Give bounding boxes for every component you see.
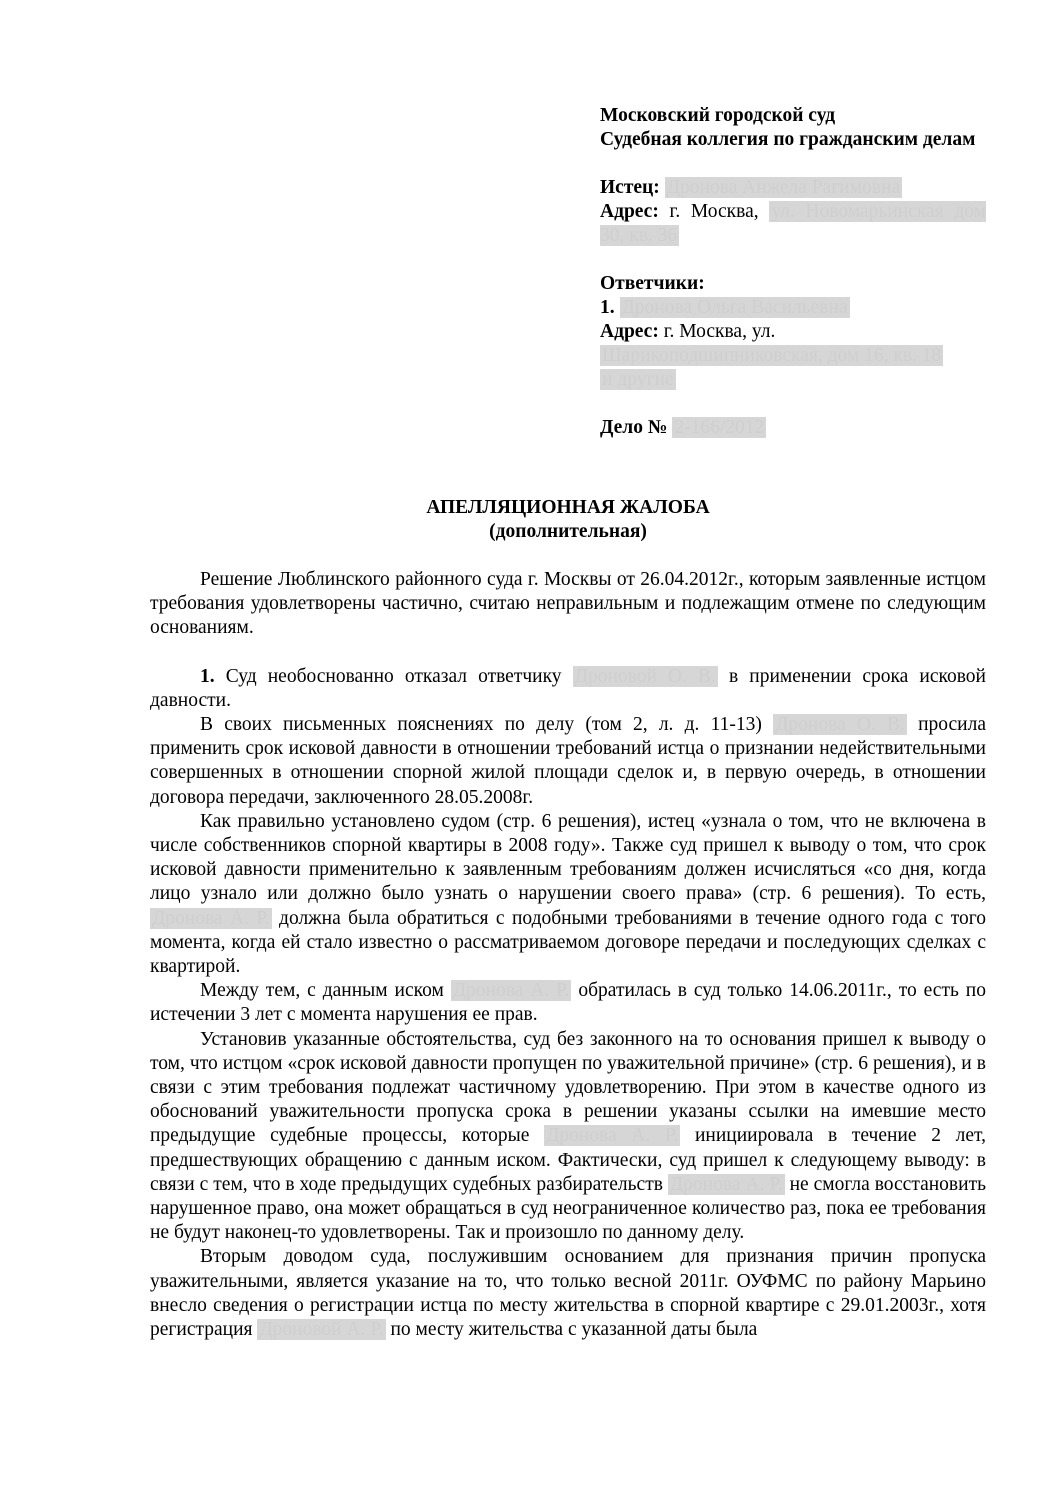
redacted-name: Дронова А. Р.	[152, 907, 270, 929]
plaintiff-label: Истец:	[600, 177, 660, 198]
defendant1-address-label: Адрес:	[600, 321, 659, 342]
paragraph-unlawful-conclusion	[150, 1028, 986, 1246]
title-main: АПЕЛЛЯЦИОННАЯ ЖАЛОБА	[426, 497, 710, 518]
defendants-block	[600, 272, 986, 392]
paragraph-text: обратилась в суд только 14.06.2011г., то есть по истечении 3 лет с момента нарушения ее прав.	[150, 980, 986, 1026]
paragraph-text: Как правильно установлено судом (стр. 6 решения), истец «узнала о том, что не включена в числе собственников спорной квартиры в 2008 году». Также суд пришел к выводу о том, что срок исковой давности применительно к заявленным требованиям должен исчисляться «со дня, когда лицо узнало или должно было узнать о нарушении своего права» (стр. 6 решения). То есть,	[150, 810, 986, 905]
point-1-number: 1.	[200, 665, 215, 687]
plaintiff-block	[600, 176, 986, 248]
paragraph-intro: Решение Люблинского районного суда г. Москвы от 26.04.2012г., которым заявленные истцом требования удовлетворены частично, считаю неправильным и подлежащим отмене по следующим основаниям.	[150, 569, 986, 639]
case-label: Дело №	[600, 417, 668, 438]
addressee-block	[600, 104, 986, 440]
paragraph-text: в применении срока исковой давности.	[150, 665, 986, 711]
paragraph-text: Вторым доводом суда, послужившим основанием для признания причин пропуска уважительными, является указание на то, что только весной 2011г. ОУФМС по району Марьино внесло сведения о регистрации истца по месту жительства в спорной квартире с 29.01.2003г., хотя регистрация	[150, 1246, 986, 1341]
court-name-line2: Судебная коллегия по гражданским делам	[600, 129, 976, 150]
court-name	[600, 104, 986, 152]
paragraph-court-findings	[150, 810, 986, 979]
redacted-name: Дронова А. Р.	[546, 1125, 679, 1147]
redacted-name: Дроновой О. В.	[574, 665, 716, 687]
paragraph-text: не смогла восстановить нарушенное право, она может обращаться в суд неограниченное количество раз, пока ее требования не будут наконец-то удовлетворены. Так и произошло по данному делу.	[150, 1173, 986, 1244]
paragraph-text: Между тем, с данным иском	[200, 980, 451, 1002]
paragraph-point-1	[150, 665, 986, 713]
paragraph-text: просила применить срок исковой давности в отношении требований истца о признании недействительными совершенных в отношении спорной жилой площади сделок и, в первую очередь, в отношении договора передачи, заключенного 28.05.2008г.	[150, 714, 986, 808]
paragraph-filing-date	[150, 979, 986, 1027]
defendant1-address-city: г. Москва, ул.	[663, 321, 776, 342]
defendant1-number: 1.	[600, 297, 615, 318]
defendant1-others-redacted: и другие	[602, 369, 674, 390]
paragraph-text: Установив указанные обстоятельства, суд без законного на то основания пришел к выводу о том, что истцом «срок исковой давности пропущен по уважительной причине» (стр. 6 решения), и в связи с этим требования подлежат частичному удовлетворению. При этом в качестве одного из обоснований уважительности пропуска срока в решении указаны ссылки на имевшие место предыдущие судебные процессы, которые	[150, 1028, 986, 1147]
title-sub: (дополнительная)	[489, 521, 647, 542]
paragraph-text: должна была обратиться с подобными требованиями в течение одного года с того момента, когда ей стало известно о рассматриваемом договоре передачи и последующих сделках с квартирой.	[150, 907, 986, 978]
paragraph-second-argument	[150, 1245, 986, 1342]
paragraph-text: инициировала в течение 2 лет, предшествующих обращению с данным иском. Фактически, суд пришел к следующему выводу: в связи с тем, что в ходе предыдущих судебных разбирательств	[150, 1125, 986, 1195]
defendant1-address-redacted: Шарикоподшипниковская, дом 16, кв. 18	[602, 345, 942, 366]
plaintiff-address-city: г. Москва,	[669, 201, 759, 222]
plaintiff-name-redacted: Дронова Анжела Рагимовна	[666, 177, 901, 198]
paragraph-text: Суд необоснованно отказал ответчику	[214, 665, 573, 687]
document-body	[150, 568, 986, 1342]
redacted-name: Дронова О. В.	[775, 714, 905, 736]
case-number-line	[600, 416, 986, 440]
plaintiff-address-redacted: ул. Новомарьинская дом 30, кв. 36	[600, 201, 986, 246]
document-title	[150, 496, 986, 544]
defendants-label: Ответчики:	[600, 273, 705, 294]
court-name-line1: Московский городской суд	[600, 105, 836, 126]
defendant1-name-redacted: Дронова Ольга Васильевна	[621, 297, 848, 318]
redacted-name: Дронова А. Р.	[669, 1173, 783, 1195]
case-number-redacted: 2-166/2012	[674, 417, 765, 438]
paragraph-text: по месту жительства с указанной даты была	[385, 1319, 758, 1341]
redacted-name: Дронова А. Р.	[452, 980, 570, 1002]
redacted-name: Дроновой А. Р.	[259, 1319, 384, 1341]
plaintiff-address-label: Адрес:	[600, 201, 659, 222]
paragraph-explanations	[150, 713, 986, 810]
paragraph-text: В своих письменных пояснениях по делу (том 2, л. д. 11-13)	[200, 714, 774, 736]
